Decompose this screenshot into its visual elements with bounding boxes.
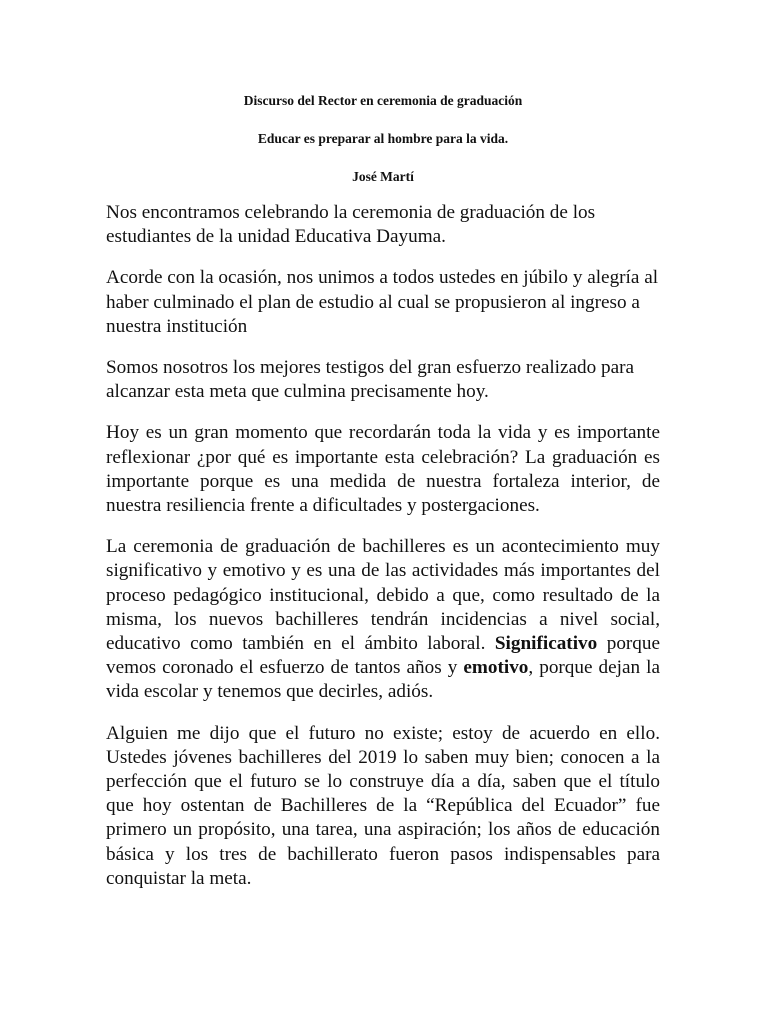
epigraph-quote: Educar es preparar al hombre para la vida. <box>257 131 509 146</box>
paragraph-5 <box>106 535 660 704</box>
paragraph-6: Alguien me dijo que el futuro no existe; estoy de acuerdo en ello. Ustedes jóvenes bachilleres del 2019 lo saben muy bien; conocen a la perfección que el futuro se lo construye día a día, saben que el título que hoy ostentan de Bachilleres de la “República del Ecuador” fue primero un propósito, una tarea, una aspiración; los años de educación básica y los tres de bachillerato fueron pasos indispensables para conquistar la meta. <box>106 722 660 889</box>
speech-title: Discurso del Rector en ceremonia de graduación <box>243 93 523 108</box>
paragraph-5-bold-1: Significativo <box>494 633 598 655</box>
epigraph-author: José Martí <box>352 169 414 184</box>
paragraph-1: Nos encontramos celebrando la ceremonia de graduación de los estudiantes de la unidad Educativa Dayuma. <box>106 202 596 248</box>
paragraph-5-text-1: La ceremonia de graduación de bachilleres es un acontecimiento muy significativo y emotivo y es una de las actividades más importantes del proceso pedagógico institucional, debido a que, como resultado de la misma, los nuevos bachilleres tendrán incidencias a nivel social, educativo como también en el ámbito laboral. <box>106 536 660 655</box>
paragraph-2: Acorde con la ocasión, nos unimos a todos ustedes en júbilo y alegría al haber culminado el plan de estudio al cual se propusieron al ingreso a nuestra institución <box>106 267 659 337</box>
paragraph-5-text-2: porque vemos coronado el esfuerzo de tantos años y <box>106 633 661 679</box>
paragraph-4: Hoy es un gran momento que recordarán toda la vida y es importante reflexionar ¿por qué es importante esta celebración? La graduación es importante porque es una medida de nuestra fortaleza interior, de nuestra resiliencia frente a dificultades y postergaciones. <box>106 422 660 517</box>
paragraph-5-bold-2: emotivo <box>463 657 529 679</box>
paragraph-3: Somos nosotros los mejores testigos del gran esfuerzo realizado para alcanzar esta meta que culmina precisamente hoy. <box>106 357 635 403</box>
paragraph-5-text-3: , porque dejan la vida escolar y tenemos que decirles, adiós. <box>106 657 660 703</box>
document-page <box>106 92 660 908</box>
